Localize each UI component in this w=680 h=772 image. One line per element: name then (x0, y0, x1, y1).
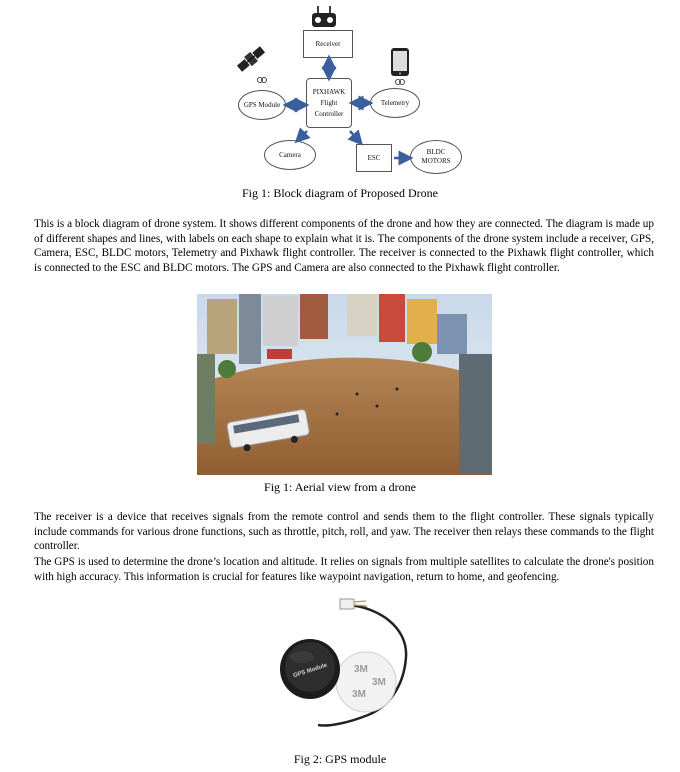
paragraph-gps: The GPS is used to determine the drone’s location and altitude. It relies on signals from multiple satellites to calculate the drone's position with high accuracy. This information is crucial for features like waypoint navigation, return to home, and geofencing. (34, 556, 654, 583)
diagram-arrows (0, 0, 680, 182)
fig2-caption: Fig 2: GPS module (293, 752, 387, 766)
sticker-text-1: 3M (354, 664, 368, 675)
bldc-label-line1: BLDC (426, 148, 446, 156)
paragraph-receiver: The receiver is a device that receives signals from the remote control and sends them to the flight controller. These signals typically include commands for various drone functions, such as throttle, pitch, roll, and yaw. The receiver then relays these commands to the flight controller. (34, 511, 654, 553)
gps-module-photo (268, 597, 418, 739)
bldc-label-line2: MOTORS (421, 157, 451, 165)
telemetry-label: Telemetry (380, 99, 410, 107)
camera-label: Camera (279, 151, 301, 159)
esc-label: ESC (367, 154, 381, 162)
fig1-aerial-caption: Fig 1: Aerial view from a drone (264, 480, 416, 494)
arrow-controller-camera (300, 131, 307, 138)
gps-module-label: GPS Module (243, 101, 281, 109)
arrow-controller-esc (350, 131, 358, 140)
controller-label-line3: Controller (314, 109, 344, 118)
paragraph-block-diagram: This is a block diagram of drone system. It shows different components of the drone and how they are connected. The diagram is made up of different shapes and lines, with labels on each shape to explain what it is. The components of the drone system include a receiver, GPS, Camera, ESC, BLDC motors, Telemetry and Pixhawk flight controller. The receiver is connected to the Pixhawk flight controller, which is connected to the ESC and BLDC motors. The GPS and Camera are also connected to the Pixhawk flight controller. (34, 218, 654, 275)
controller-label-line2: Flight (320, 98, 338, 107)
puck-label: GPS Module (292, 662, 329, 680)
sticker-text-3: 3M (352, 689, 366, 700)
controller-label-line1: PIXHAWK (312, 87, 346, 96)
block-diagram (0, 0, 680, 182)
fig1-block-caption: Fig 1: Block diagram of Proposed Drone (242, 186, 438, 200)
sticker-text-2: 3M (372, 677, 386, 688)
aerial-photo (197, 294, 492, 475)
receiver-label: Receiver (315, 40, 341, 48)
